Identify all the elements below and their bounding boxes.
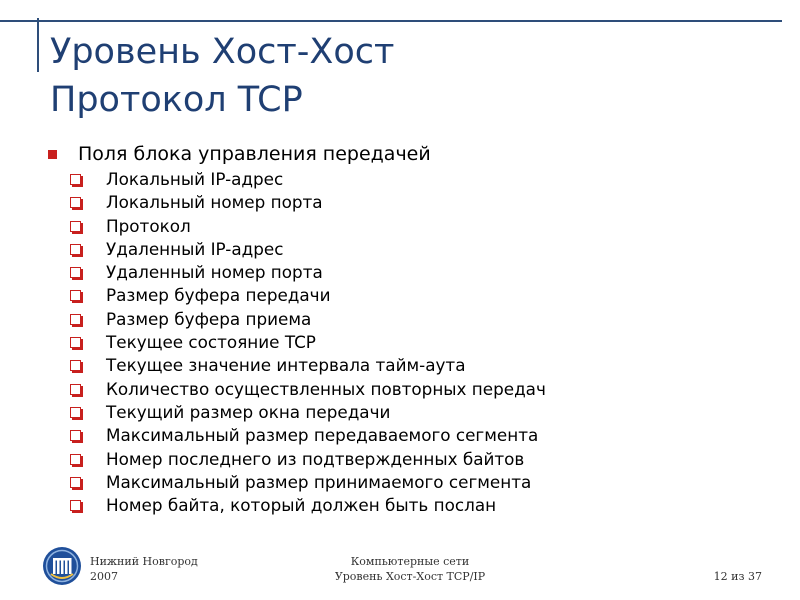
list-item-text: Максимальный размер принимаемого сегмента <box>106 471 532 492</box>
list-item-text: Удаленный IP-адрес <box>106 238 284 259</box>
list-item-text: Номер байта, который должен быть послан <box>106 495 497 516</box>
checkbox-bullet-icon <box>70 197 81 208</box>
list-item-text: Локальный номер порта <box>106 192 323 213</box>
slide-title <box>50 28 750 124</box>
checkbox-bullet-icon <box>70 244 81 255</box>
checkbox-bullet-icon <box>70 454 81 465</box>
footer-course <box>300 554 520 584</box>
checkbox-bullet-icon <box>70 337 81 348</box>
checkbox-bullet-icon <box>70 221 81 232</box>
footer-location <box>90 554 198 584</box>
footer-lecture-name: Уровень Хост-Хост TCP/IP <box>334 570 486 583</box>
list-item <box>48 168 748 191</box>
university-logo-icon <box>42 546 82 586</box>
list-item <box>48 308 748 331</box>
list-item <box>48 284 748 307</box>
top-rule <box>0 20 782 22</box>
list-item-text: Удаленный номер порта <box>106 262 323 283</box>
checkbox-bullet-icon <box>70 430 81 441</box>
list-item-text: Номер последнего из подтвержденных байтов <box>106 448 525 469</box>
field-list <box>48 168 748 517</box>
square-bullet-icon <box>48 150 57 159</box>
list-item-text: Размер буфера приема <box>106 308 312 329</box>
list-item-text: Максимальный размер передаваемого сегмента <box>106 425 539 446</box>
list-item <box>48 424 748 447</box>
slide-content <box>48 140 748 517</box>
title-line-1: Уровень Хост-Хост <box>50 32 395 72</box>
list-item-text: Текущий размер окна передачи <box>106 401 391 422</box>
list-item <box>48 215 748 238</box>
list-item <box>48 401 748 424</box>
checkbox-bullet-icon <box>70 267 81 278</box>
footer-course-name: Компьютерные сети <box>350 555 470 568</box>
list-item <box>48 191 748 214</box>
checkbox-bullet-icon <box>70 290 81 301</box>
main-bullet-text: Поля блока управления передачей <box>78 143 431 165</box>
list-item-text: Количество осуществленных повторных передач <box>106 378 546 399</box>
list-item <box>48 378 748 401</box>
list-item-text: Локальный IP-адрес <box>106 169 284 189</box>
list-item <box>48 238 748 261</box>
list-item-text: Текущее состояние TCP <box>106 332 316 353</box>
footer-city: Нижний Новгород <box>90 555 198 568</box>
list-item-text: Протокол <box>106 215 191 236</box>
checkbox-bullet-icon <box>70 407 81 418</box>
list-item-text: Размер буфера передачи <box>106 285 331 306</box>
list-item-text: Текущее значение интервала тайм-аута <box>106 355 466 376</box>
list-item <box>48 354 748 377</box>
footer-year: 2007 <box>90 570 118 583</box>
checkbox-bullet-icon <box>70 384 81 395</box>
title-line-2: Протокол TCP <box>50 80 303 120</box>
list-item <box>48 261 748 284</box>
checkbox-bullet-icon <box>70 500 81 511</box>
checkbox-bullet-icon <box>70 477 81 488</box>
checkbox-bullet-icon <box>70 174 81 185</box>
list-item <box>48 471 748 494</box>
list-item <box>48 331 748 354</box>
left-rule <box>37 18 39 72</box>
checkbox-bullet-icon <box>70 314 81 325</box>
list-item <box>48 494 748 517</box>
page-number: 12 из 37 <box>713 570 762 583</box>
checkbox-bullet-icon <box>70 360 81 371</box>
main-bullet <box>48 140 748 168</box>
list-item <box>48 448 748 471</box>
